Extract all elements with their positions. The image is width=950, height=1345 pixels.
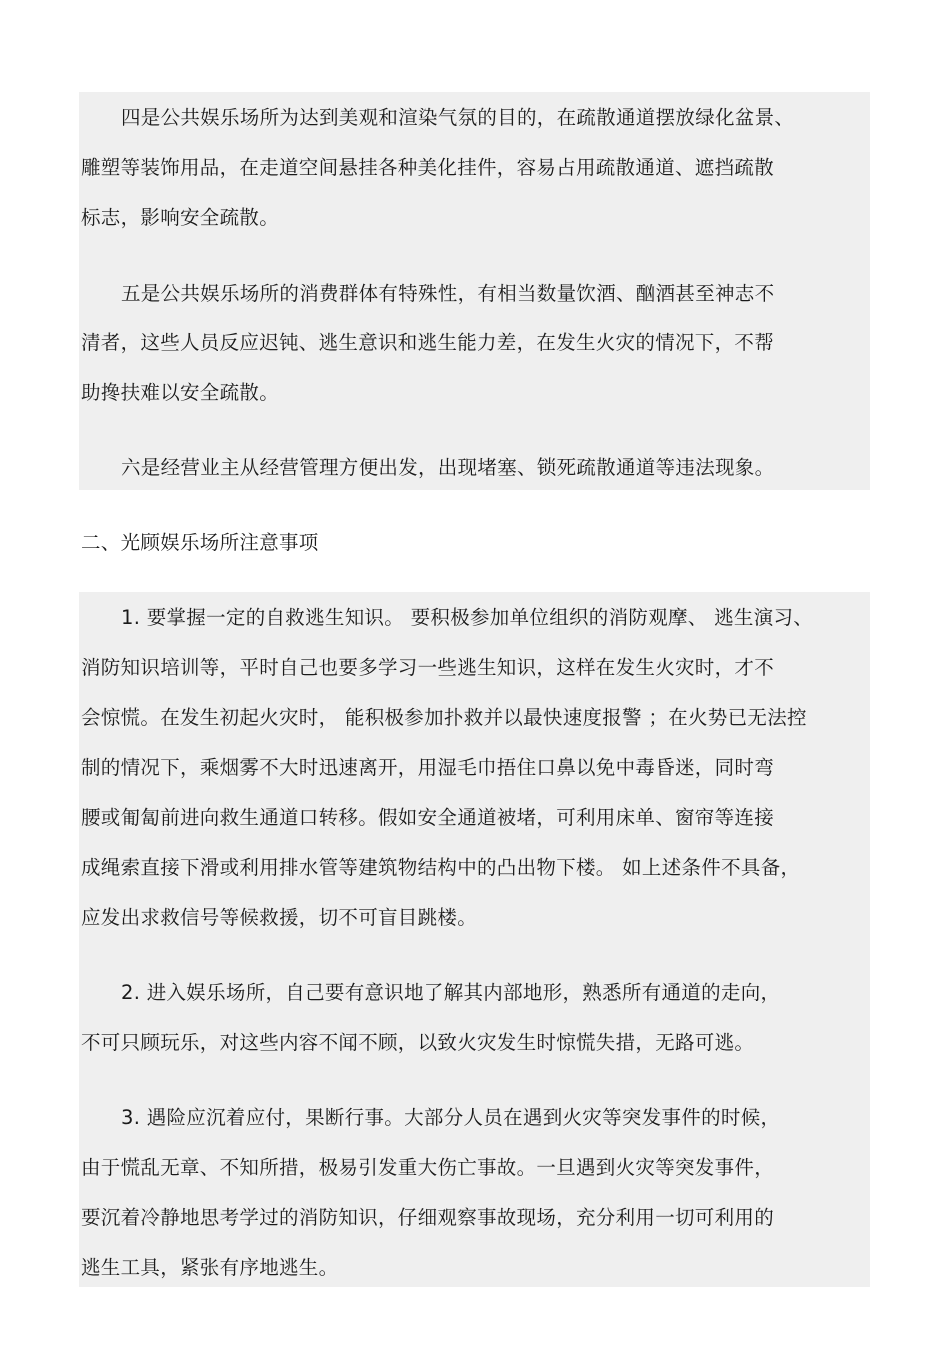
- item-1-line-7: 应发出求救信号等候救援，切不可盲目跳楼。: [81, 906, 478, 929]
- shaded-block-precautions: [79, 592, 870, 1287]
- item-1-line-1: 1. 要掌握一定的自救逃生知识。 要积极参加单位组织的消防观摩、 逃生演习、: [121, 606, 814, 629]
- paragraph-6-line-1: 六是经营业主从经营管理方便出发，出现堵塞、锁死疏散通道等违法现象。: [121, 456, 775, 479]
- item-3-line-3: 要沉着冷静地思考学过的消防知识，仔细观察事故现场，充分利用一切可利用的: [81, 1206, 775, 1229]
- paragraph-5-line-2: 清者，这些人员反应迟钝、逃生意识和逃生能力差，在发生火灾的情况下，不帮: [81, 331, 775, 354]
- item-1-line-3: 会惊慌。在发生初起火灾时， 能积极参加扑救并以最快速度报警 ；在火势已无法控: [81, 706, 807, 729]
- item-3-line-4: 逃生工具，紧张有序地逃生。: [81, 1256, 339, 1279]
- section-heading: 二、光顾娱乐场所注意事项: [81, 531, 319, 554]
- paragraph-4-line-3: 标志，影响安全疏散。: [81, 206, 280, 229]
- item-1-line-6: 成绳索直接下滑或利用排水管等建筑物结构中的凸出物下楼。 如上述条件不具备，: [81, 856, 801, 879]
- item-1-line-4: 制的情况下，乘烟雾不大时迅速离开，用湿毛巾捂住口鼻以免中毒昏迷，同时弯: [81, 756, 775, 779]
- item-3-line-2: 由于慌乱无章、不知所措，极易引发重大伤亡事故。一旦遇到火灾等突发事件，: [81, 1156, 775, 1179]
- item-1-line-5: 腰或匍匐前进向救生通道口转移。假如安全通道被堵，可利用床单、窗帘等连接: [81, 806, 775, 829]
- paragraph-4-line-2: 雕塑等装饰用品，在走道空间悬挂各种美化挂件，容易占用疏散通道、遮挡疏散: [81, 156, 775, 179]
- item-2-line-2: 不可只顾玩乐，对这些内容不闻不顾，以致火灾发生时惊慌失措，无路可逃。: [81, 1031, 755, 1054]
- paragraph-4-line-1: 四是公共娱乐场所为达到美观和渲染气氛的目的，在疏散通道摆放绿化盆景、: [121, 106, 795, 129]
- item-2-line-1: 2. 进入娱乐场所，自己要有意识地了解其内部地形，熟悉所有通道的走向，: [121, 981, 781, 1004]
- paragraph-5-line-3: 助搀扶难以安全疏散。: [81, 381, 280, 404]
- paragraph-5-line-1: 五是公共娱乐场所的消费群体有特殊性，有相当数量饮酒、酗酒甚至神志不: [121, 282, 775, 305]
- item-1-line-2: 消防知识培训等，平时自己也要多学习一些逃生知识，这样在发生火灾时，才不: [81, 656, 775, 679]
- item-3-line-1: 3. 遇险应沉着应付，果断行事。大部分人员在遇到火灾等突发事件的时候，: [121, 1106, 781, 1129]
